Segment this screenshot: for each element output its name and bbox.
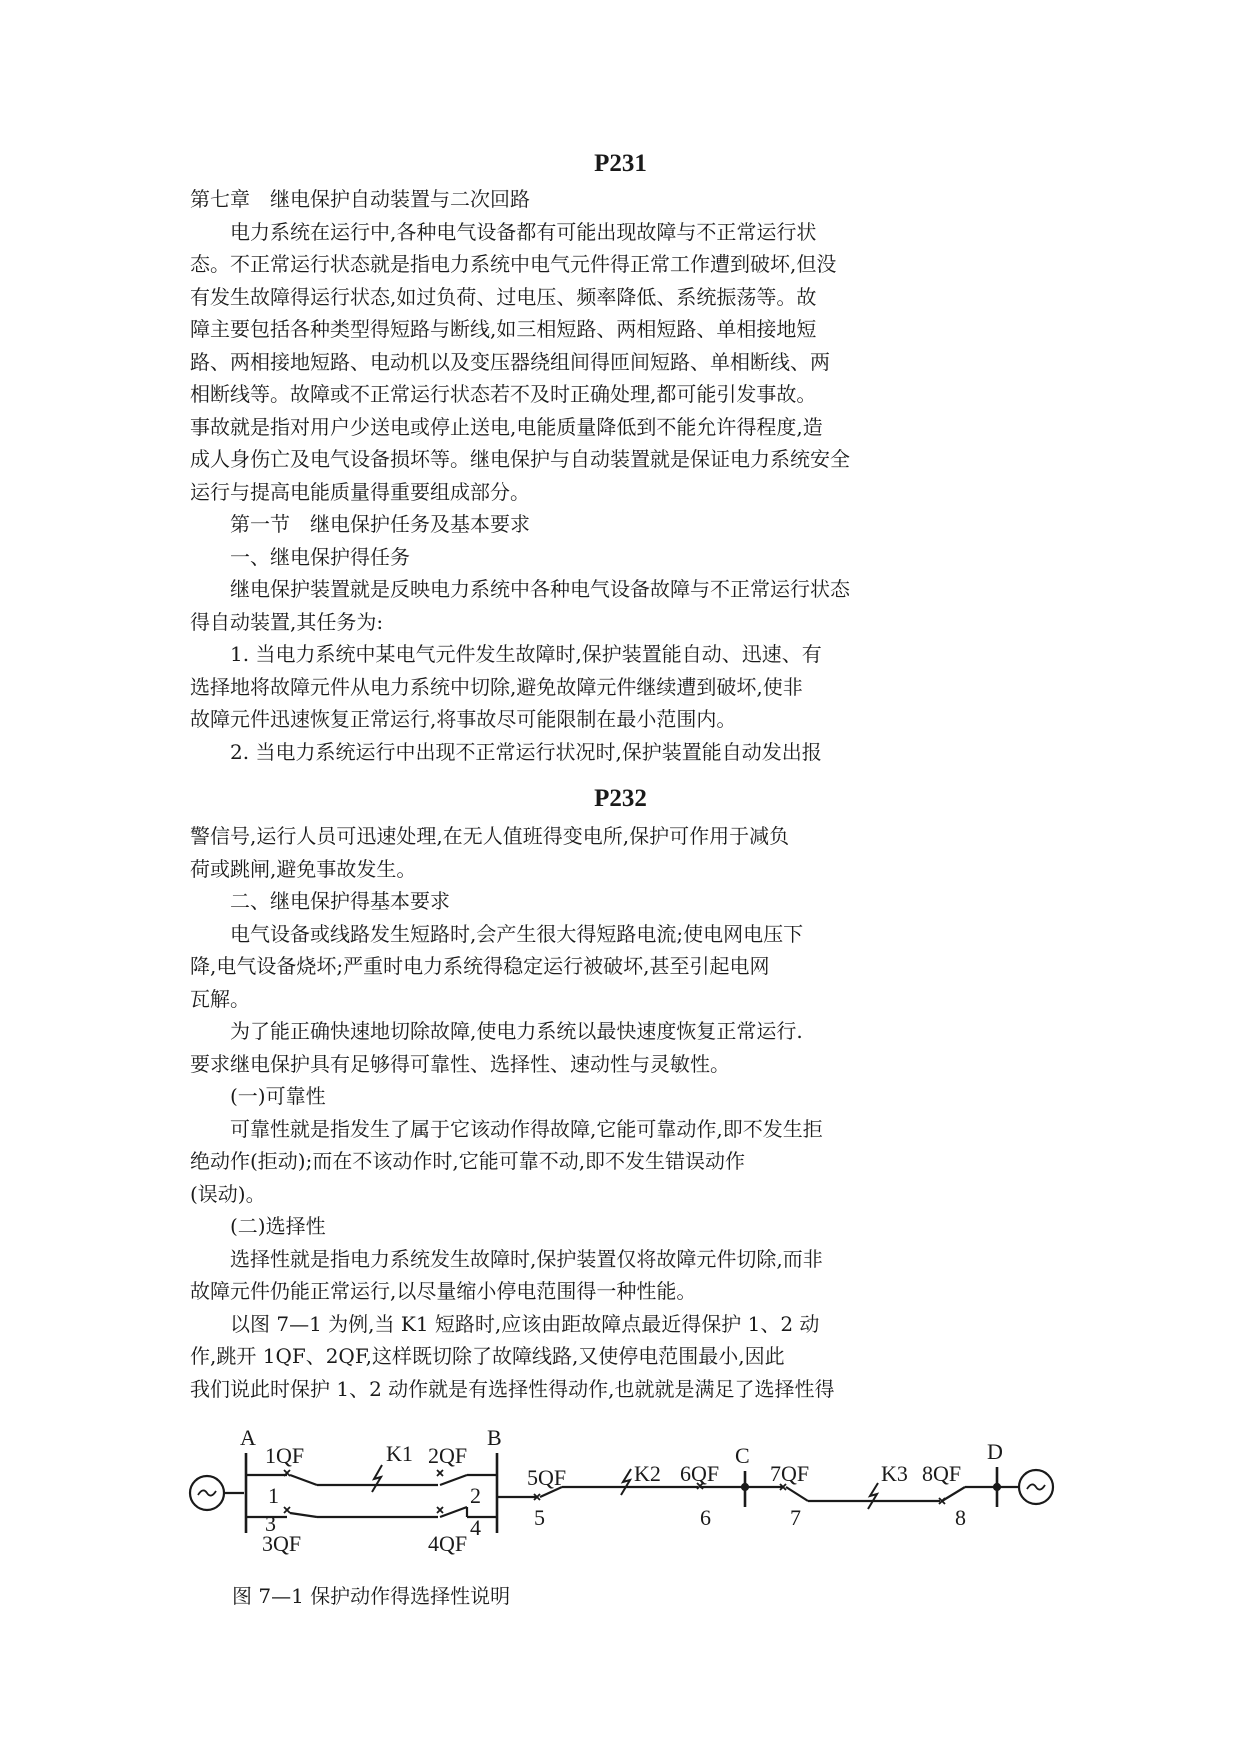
paragraph-line: 可靠性就是指发生了属于它该动作得故障,它能可靠动作,即不发生拒 <box>230 1116 823 1141</box>
list-item-line: 1. 当电力系统中某电气元件发生故障时,保护装置能自动、迅速、有 <box>230 642 822 666</box>
breaker-label-5qf: 5QF <box>527 1465 567 1490</box>
bus-label-b: B <box>487 1425 502 1450</box>
paragraph-line: 要求继电保护具有足够得可靠性、选择性、速动性与灵敏性。 <box>190 1051 730 1076</box>
protection-number-7: 7 <box>790 1505 801 1530</box>
fault-k3-icon <box>868 1483 878 1509</box>
list-item-line: 2. 当电力系统运行中出现不正常运行状况时,保护装置能自动发出报 <box>230 739 822 764</box>
paragraph-line: 降,电气设备烧坏;严重时电力系统得稳定运行被破坏,甚至引起电网 <box>190 954 770 978</box>
breaker-label-2qf: 2QF <box>428 1443 468 1468</box>
subsection-heading: (一)可靠性 <box>230 1084 326 1108</box>
breaker-label-1qf: 1QF <box>265 1443 305 1468</box>
paragraph-line: 运行与提高电能质量得重要组成部分。 <box>190 479 530 504</box>
subsection-heading: (二)选择性 <box>230 1214 326 1238</box>
paragraph-line: 荷或跳闸,避免事故发生。 <box>190 856 417 881</box>
paragraph-line: 以图 7—1 为例,当 K1 短路时,应该由距故障点最近得保护 1、2 动 <box>230 1311 820 1336</box>
generator-right-icon <box>997 1470 1053 1504</box>
subsection-heading: 一、继电保护得任务 <box>230 544 410 569</box>
fault-label-k1: K1 <box>386 1441 413 1466</box>
paragraph-line: 有发生故障得运行状态,如过负荷、过电压、频率降低、系统振荡等。故 <box>190 284 817 309</box>
paragraph-line: 为了能正确快速地切除故障,使电力系统以最快速度恢复正常运行. <box>230 1019 803 1043</box>
line-upper-a-b <box>246 1470 497 1485</box>
list-item-line: 选择地将故障元件从电力系统中切除,避免故障元件继续遭到破坏,使非 <box>190 674 803 699</box>
paragraph-line: 故障元件仍能正常运行,以尽量缩小停电范围得一种性能。 <box>190 1279 697 1303</box>
page-231-text <box>190 183 930 768</box>
bus-label-a: A <box>240 1425 256 1450</box>
fault-label-k3: K3 <box>881 1461 908 1486</box>
subsection-heading: 二、继电保护得基本要求 <box>230 889 450 913</box>
page-number-p231: P231 <box>594 150 647 177</box>
line-lower-a-b <box>246 1507 497 1517</box>
protection-number-2: 2 <box>470 1483 481 1508</box>
paragraph-line: 态。不正常运行状态就是指电力系统中电气元件得正常工作遭到破坏,但没 <box>190 252 837 276</box>
protection-number-4: 4 <box>470 1515 481 1540</box>
paragraph-line: 成人身伤亡及电气设备损坏等。继电保护与自动装置就是保证电力系统安全 <box>190 447 850 471</box>
fault-k1-icon <box>372 1465 382 1492</box>
breaker-label-6qf: 6QF <box>680 1461 720 1486</box>
breaker-label-4qf: 4QF <box>428 1531 468 1555</box>
page-number-p232: P232 <box>594 785 647 812</box>
protection-number-6: 6 <box>700 1505 711 1530</box>
fault-k2-icon <box>621 1469 631 1495</box>
fault-label-k2: K2 <box>634 1461 661 1486</box>
paragraph-line: 绝动作(拒动);而在不该动作时,它能可靠不动,即不发生错误动作 <box>190 1149 746 1173</box>
paragraph-line: 相断线等。故障或不正常运行状态若不及时正确处理,都可能引发事故。 <box>190 382 817 406</box>
bus-label-d: D <box>987 1439 1003 1464</box>
protection-number-3: 3 <box>265 1511 276 1536</box>
section-heading: 第一节 继电保护任务及基本要求 <box>230 512 530 536</box>
paragraph-line: 选择性就是指电力系统发生故障时,保护装置仅将故障元件切除,而非 <box>230 1246 823 1271</box>
breaker-label-7qf: 7QF <box>770 1461 810 1486</box>
paragraph-line: 我们说此时保护 1、2 动作就是有选择性得动作,也就就是满足了选择性得 <box>190 1376 835 1401</box>
paragraph-line: 电力系统在运行中,各种电气设备都有可能出现故障与不正常运行状 <box>230 219 817 244</box>
paragraph-line: 得自动装置,其任务为: <box>190 609 384 634</box>
paragraph-line: 警信号,运行人员可迅速处理,在无人值班得变电所,保护可作用于减负 <box>190 824 790 848</box>
figure-caption: 图 7—1 保护动作得选择性说明 <box>232 1584 511 1608</box>
paragraph-line: 电气设备或线路发生短路时,会产生很大得短路电流;使电网电压下 <box>230 921 804 946</box>
breaker-label-8qf: 8QF <box>922 1461 962 1486</box>
paragraph-line: 作,跳开 1QF、2QF,这样既切除了故障线路,又使停电范围最小,因此 <box>190 1344 785 1368</box>
paragraph-line: 事故就是指对用户少送电或停止送电,电能质量降低到不能允许得程度,造 <box>190 414 823 439</box>
protection-number-8: 8 <box>955 1505 966 1530</box>
list-item-line: 故障元件迅速恢复正常运行,将事故尽可能限制在最小范围内。 <box>190 707 737 731</box>
breaker-label-3qf: 3QF <box>262 1531 302 1555</box>
paragraph-line: 障主要包括各种类型得短路与断线,如三相短路、两相短路、单相接地短 <box>190 317 817 341</box>
bus-label-c: C <box>735 1443 750 1468</box>
paragraph-line: 继电保护装置就是反映电力系统中各种电气设备故障与不正常运行状态 <box>230 577 850 601</box>
paragraph-line: (误动)。 <box>190 1181 266 1206</box>
figure-7-1-diagram <box>0 1425 1241 1555</box>
protection-number-1: 1 <box>268 1483 279 1508</box>
generator-left-icon <box>190 1476 244 1510</box>
paragraph-line: 路、两相接地短路、电动机以及变压器绕组间得匝间短路、单相断线、两 <box>190 349 830 374</box>
protection-number-5: 5 <box>534 1505 545 1530</box>
paragraph-line: 瓦解。 <box>190 986 250 1011</box>
page-232-text <box>190 820 930 1405</box>
chapter-heading: 第七章 继电保护自动装置与二次回路 <box>190 187 530 211</box>
